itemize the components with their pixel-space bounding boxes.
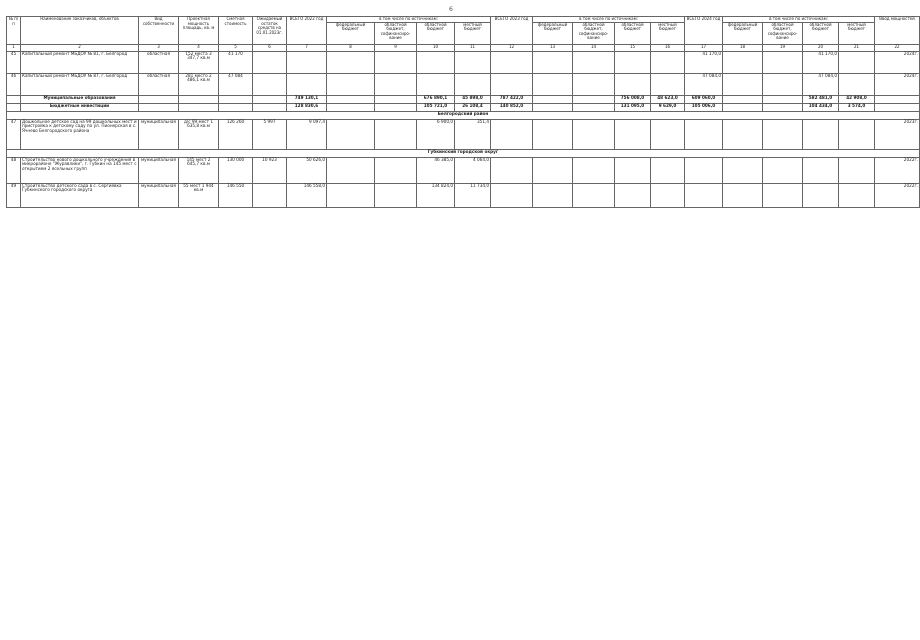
- header-obl-cof-2022: областной бюджет, софинансиро-вание: [375, 22, 417, 44]
- col-number: 1: [7, 44, 21, 51]
- row-name: Строительство нового дошкольного учреждения в микрорайоне "Журавлики", г. Губкин на 145 мест с открытием 2 ясельных групп: [21, 157, 139, 183]
- row-total-2024: 41 170,0: [685, 51, 723, 73]
- col-number: 10: [417, 44, 455, 51]
- header-obl-2024: областной бюджет: [803, 22, 839, 44]
- table-row: [7, 73, 920, 95]
- header-sources-2022: в том числе по источникам:: [327, 17, 491, 23]
- col-number: 5: [219, 44, 253, 51]
- section-total-2023: 140 852,0: [491, 103, 533, 111]
- col-number: 6: [253, 44, 287, 51]
- row-obl-cof-2022: [375, 51, 417, 73]
- header-no: № п/п: [7, 17, 21, 45]
- header-ownership: Вид собственности: [139, 17, 179, 45]
- row-rest: [253, 73, 287, 95]
- row-no: 47: [7, 119, 21, 149]
- row-input: 2022г.: [875, 157, 920, 183]
- row-no: 46: [7, 73, 21, 95]
- section-total-2024: 105 006,0: [685, 103, 723, 111]
- header-input: Ввод мощностей: [875, 17, 920, 45]
- row-loc-2022: 4 064,0: [455, 157, 491, 183]
- row-obl-2023: [615, 51, 651, 73]
- section-total-2022: 128 830,6: [287, 103, 327, 111]
- col-number: 19: [763, 44, 803, 51]
- section-total-2023: 787 422,0: [491, 95, 533, 103]
- col-number: 18: [723, 44, 763, 51]
- col-number: 3: [139, 44, 179, 51]
- col-number: 15: [615, 44, 651, 51]
- row-estimate: 47 084: [219, 73, 253, 95]
- row-name: Дошкольное детское сад на 99 дошкольных мест и пристройка к детскому саду по ул. Пионерская в с. Ячнево Белгородского района: [21, 119, 139, 149]
- section-row: [7, 103, 920, 111]
- header-sources-2024: в том числе по источникам:: [723, 17, 875, 23]
- row-obl-2024: 47 084,0: [803, 73, 839, 95]
- section-loc-2024: 3 574,0: [839, 103, 875, 111]
- row-obl-cof-2022: [375, 73, 417, 95]
- row-estimate: 146 550: [219, 183, 253, 207]
- col-number: 7: [287, 44, 327, 51]
- header-sources-2023: в том числе по источникам:: [533, 17, 685, 23]
- section-name: Белгородский район: [7, 111, 920, 119]
- row-ownership: муниципальная: [139, 119, 179, 149]
- row-capacity: 152 места 3 347,7 кв.м: [179, 51, 219, 73]
- row-rest: [253, 51, 287, 73]
- row-loc-2022: 351,4: [455, 119, 491, 149]
- header-loc-2024: местный бюджет: [839, 22, 875, 44]
- row-fed-2022: [327, 73, 375, 95]
- row-total-2024: 47 084,0: [685, 73, 723, 95]
- row-ownership: муниципальная: [139, 157, 179, 183]
- header-fed-2023: федеральный бюджет: [533, 22, 573, 44]
- row-capacity: 281 место 2 486,1 кв.м: [179, 73, 219, 95]
- section-row: [7, 149, 920, 157]
- col-number: 11: [455, 44, 491, 51]
- col-number: 12: [491, 44, 533, 51]
- row-no: 48: [7, 157, 21, 183]
- budget-table: [6, 16, 920, 208]
- row-capacity: 145 мест 2 645,7 кв.м: [179, 157, 219, 183]
- row-input: 2022г.: [875, 183, 920, 207]
- section-obl-2023: 131 095,0: [615, 103, 651, 111]
- row-obl-cof-2023: [573, 51, 615, 73]
- row-obl-cof-2024: [763, 73, 803, 95]
- row-input: 2024г.: [875, 73, 920, 95]
- row-fed-2023: [533, 51, 573, 73]
- row-obl-2024: 41 170,0: [803, 51, 839, 73]
- col-number: 17: [685, 44, 723, 51]
- row-rest: 10 923: [253, 157, 287, 183]
- row-obl-cof-2023: [573, 73, 615, 95]
- row-input: 2023г.: [875, 119, 920, 149]
- row-fed-2023: [533, 73, 573, 95]
- row-capacity: д/с 99 мест 1 635,8 кв.м: [179, 119, 219, 149]
- row-loc-2024: [839, 73, 875, 95]
- section-obl-2024: 104 434,0: [803, 103, 839, 111]
- row-obl-2022: 134 824,0: [417, 183, 455, 207]
- row-name: Капитальный ремонт МБДОУ № 81, г. Белгород: [21, 51, 139, 73]
- table-row: [7, 51, 920, 73]
- section-row: [7, 95, 920, 103]
- section-total-2024: 609 060,0: [685, 95, 723, 103]
- row-loc-2022: [455, 51, 491, 73]
- row-obl-cof-2024: [763, 51, 803, 73]
- row-total-2022: 9 097,4: [287, 119, 327, 149]
- header-obl-cof-2023: областной бюджет, софинансиро-вание: [573, 22, 615, 44]
- row-estimate: 126 260: [219, 119, 253, 149]
- row-name: Строительство детского сада в с. Сергиевка Губкинского городского округа: [21, 183, 139, 207]
- table-row: [7, 119, 920, 149]
- col-number: 20: [803, 44, 839, 51]
- section-total-2022: 749 130,1: [287, 95, 327, 103]
- row-ownership: муниципальная: [139, 183, 179, 207]
- header-total-2024: ВСЕГО 2024 год: [685, 17, 723, 45]
- row-loc-2023: [651, 73, 685, 95]
- section-loc-2022: 26 108,4: [455, 103, 491, 111]
- row-ownership: областная: [139, 73, 179, 95]
- col-number: 16: [651, 44, 685, 51]
- section-loc-2022: 45 898,0: [455, 95, 491, 103]
- header-total-2023: ВСЕГО 2023 год: [491, 17, 533, 45]
- col-number: 13: [533, 44, 573, 51]
- header-fed-2024: федеральный бюджет: [723, 22, 763, 44]
- section-loc-2024: 42 908,0: [839, 95, 875, 103]
- row-total-2023: [491, 73, 533, 95]
- row-estimate: 41 170: [219, 51, 253, 73]
- header-obl-cof-2024: областной бюджет, софинансиро-вание: [763, 22, 803, 44]
- header-loc-2023: местный бюджет: [651, 22, 685, 44]
- row-rest: 5 997: [253, 119, 287, 149]
- section-name: Губкинский городской округ: [7, 149, 920, 157]
- row-fed-2022: [327, 51, 375, 73]
- section-loc-2023: 9 629,0: [651, 103, 685, 111]
- page-number: 6: [449, 6, 453, 13]
- section-row: [7, 111, 920, 119]
- row-total-2022: 146 558,0: [287, 183, 327, 207]
- row-obl-2023: [615, 73, 651, 95]
- row-loc-2022: [455, 73, 491, 95]
- header-loc-2022: местный бюджет: [455, 22, 491, 44]
- col-number: 8: [327, 44, 375, 51]
- row-loc-2022: 11 734,0: [455, 183, 491, 207]
- row-loc-2024: [839, 51, 875, 73]
- row-input: 2024г.: [875, 51, 920, 73]
- col-number: 21: [839, 44, 875, 51]
- header-fed-2022: федеральный бюджет: [327, 22, 375, 44]
- header-total-2022: ВСЕГО 2022 год: [287, 17, 327, 45]
- row-total-2022: 50 626,0: [287, 157, 327, 183]
- row-obl-2022: 46 385,0: [417, 157, 455, 183]
- row-obl-2022: [417, 51, 455, 73]
- row-rest: [253, 183, 287, 207]
- header-rest: Ожидаемый остаток средств на 01.01.2023г.: [253, 17, 287, 45]
- header-estimate: Сметная стоимость: [219, 17, 253, 45]
- col-number: 22: [875, 44, 920, 51]
- row-no: 49: [7, 183, 21, 207]
- section-obl-2022: 676 890,1: [417, 95, 455, 103]
- row-obl-2022: [417, 73, 455, 95]
- section-name: Бюджетные инвестиции: [21, 103, 139, 111]
- section-loc-2023: 48 623,0: [651, 95, 685, 103]
- row-estimate: 130 000: [219, 157, 253, 183]
- row-total-2022: [287, 73, 327, 95]
- section-obl-2022: 105 721,0: [417, 103, 455, 111]
- header-obl-2022: областной бюджет: [417, 22, 455, 44]
- row-fed-2024: [723, 73, 763, 95]
- row-name: Капитальный ремонт МБДОУ № 87, г. Белгород: [21, 73, 139, 95]
- row-fed-2024: [723, 51, 763, 73]
- row-loc-2023: [651, 51, 685, 73]
- row-total-2023: [491, 51, 533, 73]
- row-total-2022: [287, 51, 327, 73]
- section-obl-2024: 582 481,0: [803, 95, 839, 103]
- header-capacity: Проектная мощность площадь, кв. м: [179, 17, 219, 45]
- header-name: Наименование заказчиков, объектов: [21, 17, 139, 45]
- row-capacity: 55 мест 1 944 кв.м: [179, 183, 219, 207]
- col-number: 9: [375, 44, 417, 51]
- section-obl-2023: 756 008,0: [615, 95, 651, 103]
- col-number: 2: [21, 44, 139, 51]
- row-obl-2022: 6 900,0: [417, 119, 455, 149]
- section-name: Муниципальные образования: [21, 95, 139, 103]
- table-row: [7, 157, 920, 183]
- header-obl-2023: областной бюджет: [615, 22, 651, 44]
- row-no: 45: [7, 51, 21, 73]
- table-row: [7, 183, 920, 207]
- row-ownership: областная: [139, 51, 179, 73]
- col-number: 4: [179, 44, 219, 51]
- col-number: 14: [573, 44, 615, 51]
